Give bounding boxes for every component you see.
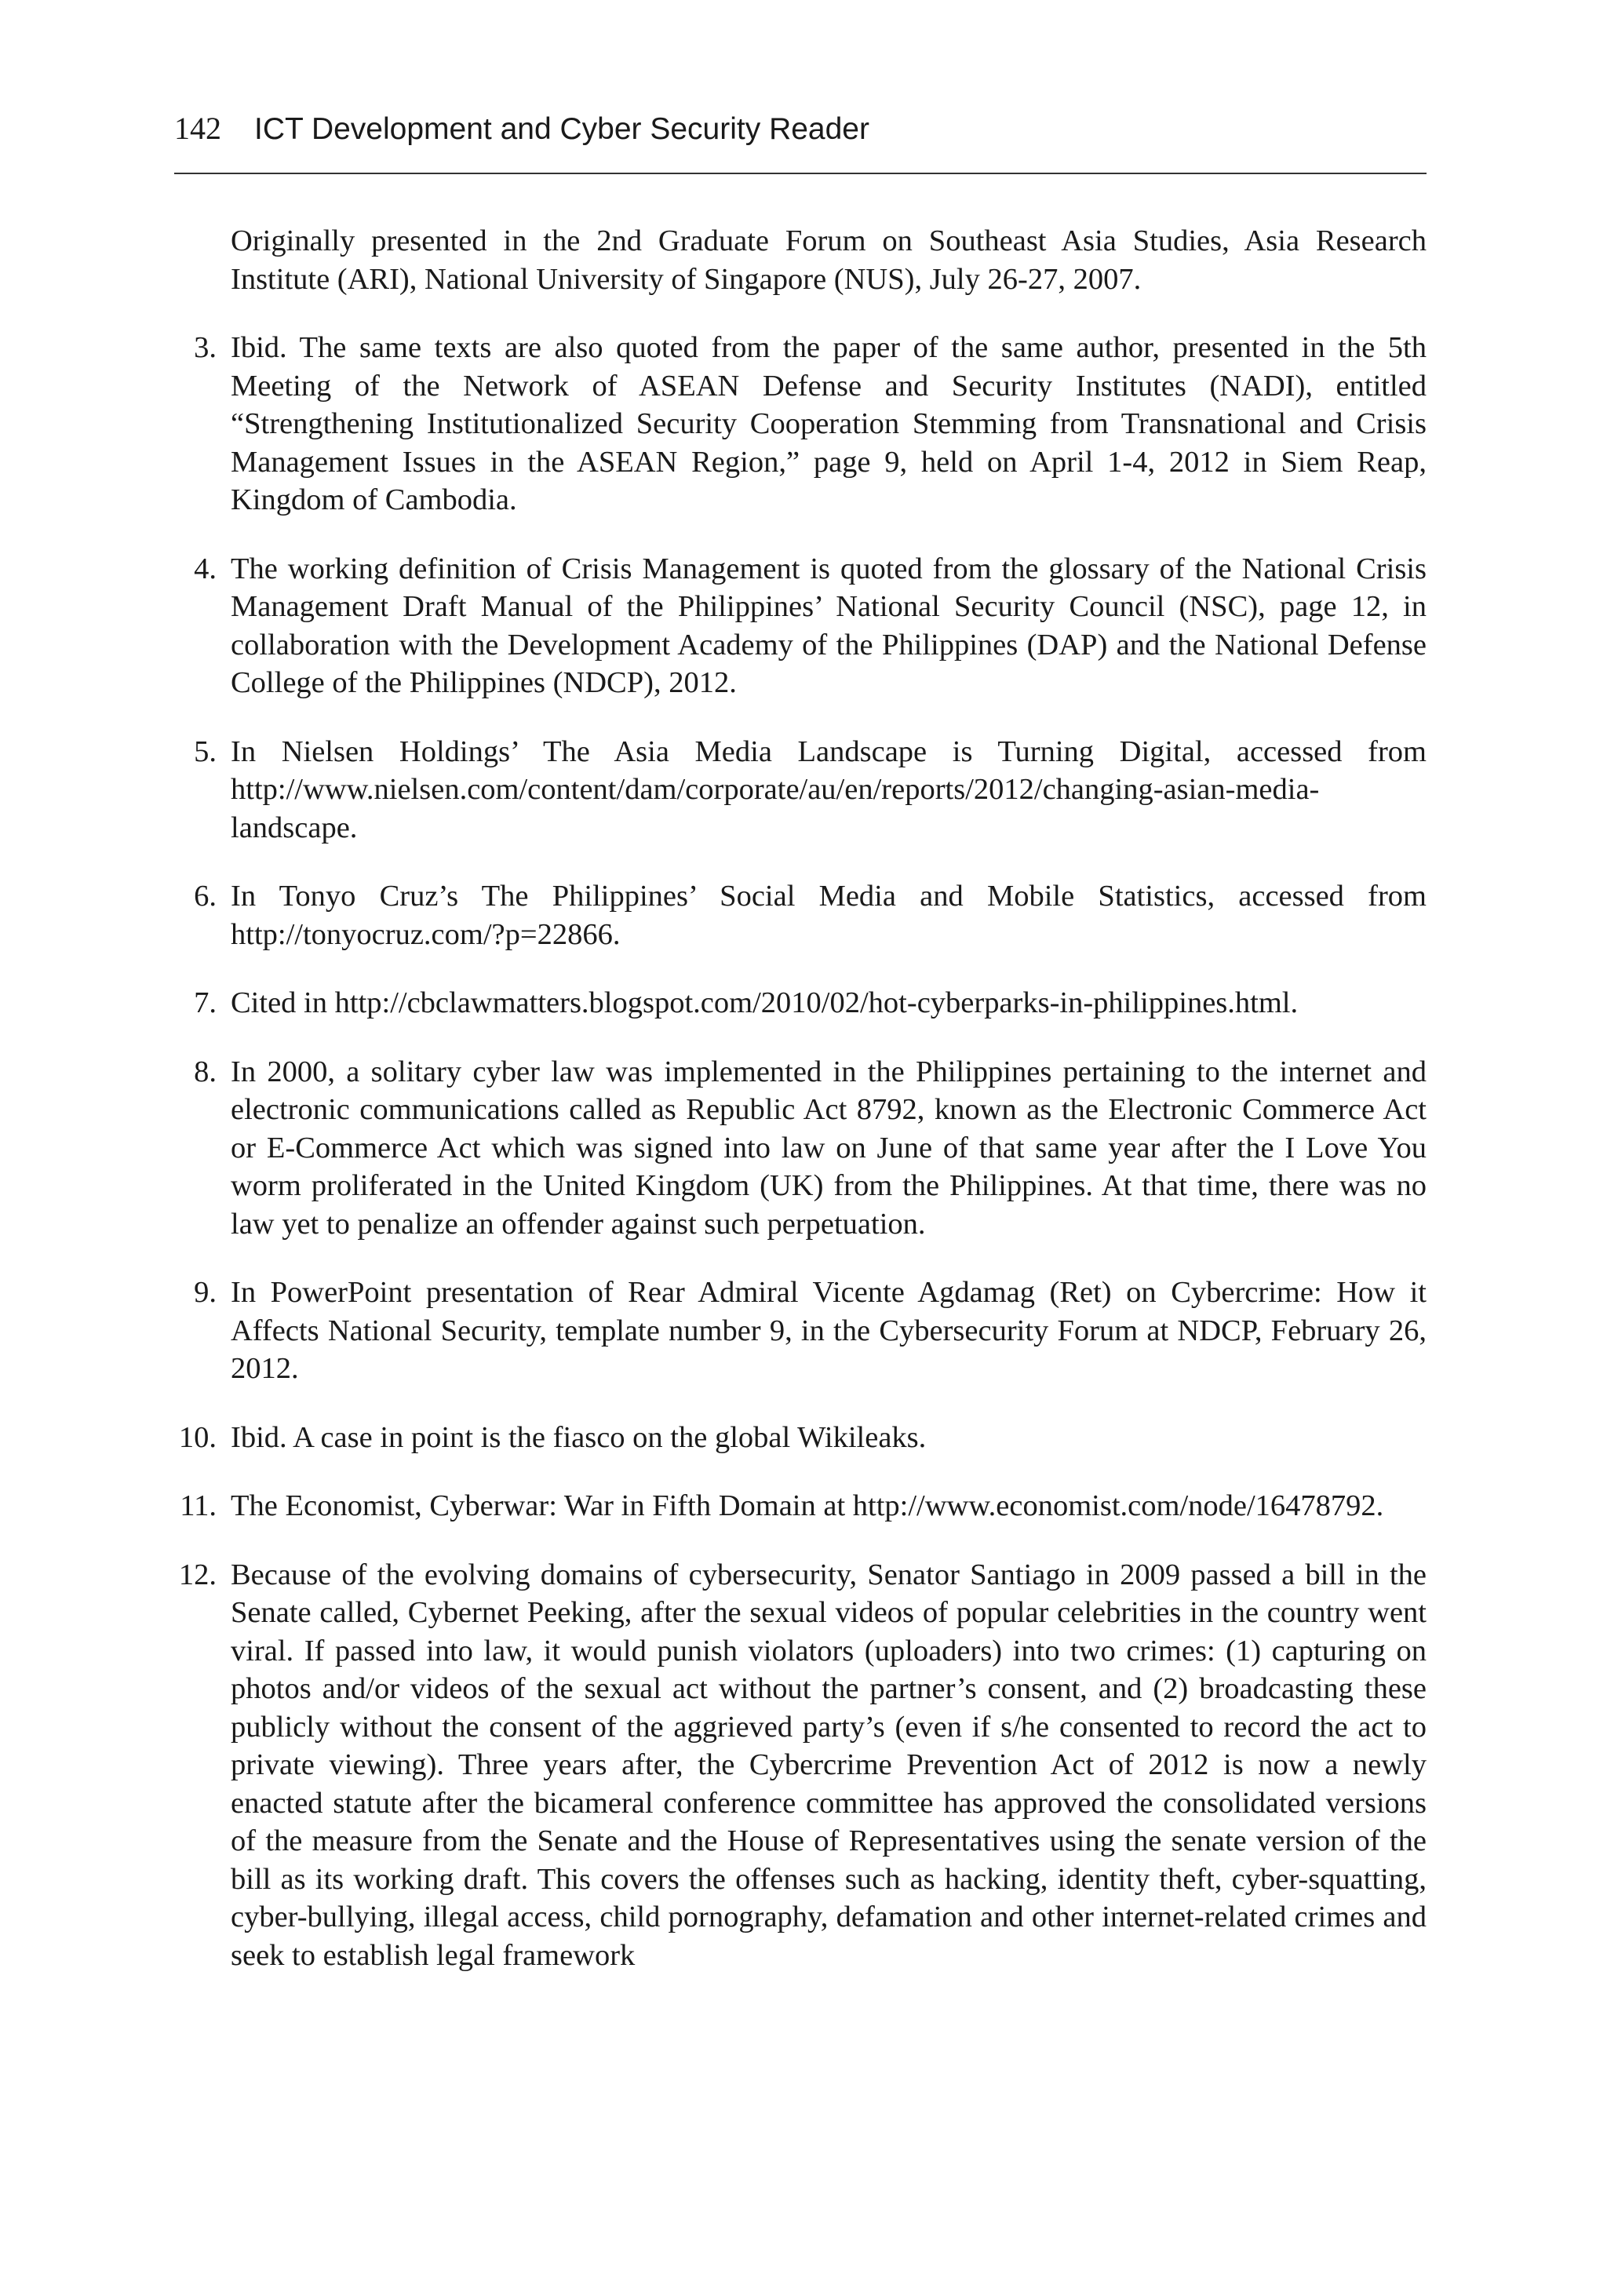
endnote-continuation bbox=[174, 222, 1427, 298]
endnote-number: 7. bbox=[194, 986, 217, 1019]
running-title: ICT Development and Cyber Security Reader bbox=[254, 112, 869, 146]
endnote-number: 12. bbox=[178, 1558, 217, 1591]
endnotes-list bbox=[174, 222, 1427, 2005]
endnote-text: Ibid. A case in point is the fiasco on the global Wikileaks. bbox=[231, 1420, 927, 1454]
endnote-text: The working definition of Crisis Management is quoted from the glossary of the National Crisis Management Draft Manual of the Philippines’ National Security Council (NSC), page 12, in collaboration with the Development Academy of the Philippines (DAP) and the National Defense College of the Philippines (NDCP), 2012. bbox=[231, 552, 1427, 699]
endnote-11 bbox=[174, 1487, 1427, 1525]
endnote-number: 8. bbox=[194, 1055, 217, 1088]
page-number: 142 bbox=[174, 111, 221, 146]
header-divider bbox=[174, 173, 1427, 174]
endnote-8 bbox=[174, 1053, 1427, 1244]
endnote-text: Originally presented in the 2nd Graduate Forum on Southeast Asia Studies, Asia Research Institute (ARI), National University of Singapore (NUS), July 26-27, 2007. bbox=[231, 224, 1427, 296]
endnote-6 bbox=[174, 877, 1427, 953]
endnote-5 bbox=[174, 733, 1427, 847]
endnote-text: In Nielsen Holdings’ The Asia Media Landscape is Turning Digital, accessed from http://www.nielsen.com/content/dam/corporate/au/en/reports/2012/changing-asian-media-landscape. bbox=[231, 734, 1427, 844]
endnote-text: Cited in http://cbclawmatters.blogspot.com/2010/02/hot-cyberparks-in-philippines.html. bbox=[231, 986, 1299, 1019]
endnote-10 bbox=[174, 1419, 1427, 1457]
endnote-number: 5. bbox=[194, 734, 217, 768]
endnote-text: Because of the evolving domains of cybersecurity, Senator Santiago in 2009 passed a bill in the Senate called, Cybernet Peeking, after the sexual videos of popular celebrities in the country went viral. If passed into law, it would punish violators (uploaders) into two crimes: (1) capturing on photos and/or videos of the sexual act without the partner’s consent, and (2) broadcasting these publicly without the consent of the aggrieved party’s (even if s/he consented to record the act to private viewing). Three years after, the Cybercrime Prevention Act of 2012 is now a newly enacted statute after the bicameral conference committee has approved the consolidated versions of the measure from the Senate and the House of Representatives using the senate version of the bill as its working draft. This covers the offenses such as hacking, identity theft, cyber-squatting, cyber-bullying, illegal access, child pornography, defamation and other internet-related crimes and seek to establish legal framework bbox=[231, 1558, 1427, 1972]
endnote-text: Ibid. The same texts are also quoted from the paper of the same author, presented in the 5th Meeting of the Network of ASEAN Defense and Security Institutes (NADI), entitled “Strengthening Institutionalized Security Cooperation Stemming from Transnational and Crisis Management Issues in the ASEAN Region,” page 9, held on April 1-4, 2012 in Siem Reap, Kingdom of Cambodia. bbox=[231, 331, 1427, 516]
running-header bbox=[174, 110, 1427, 157]
endnote-number: 9. bbox=[194, 1276, 217, 1309]
endnote-text: In PowerPoint presentation of Rear Admiral Vicente Agdamag (Ret) on Cybercrime: How it Affects National Security, template number 9, in the Cybersecurity Forum at NDCP, February 26, 2012. bbox=[231, 1276, 1427, 1385]
endnote-text: In Tonyo Cruz’s The Philippines’ Social Media and Mobile Statistics, accessed from http://tonyocruz.com/?p=22866. bbox=[231, 880, 1427, 951]
endnote-number: 10. bbox=[178, 1420, 217, 1454]
endnote-number: 3. bbox=[194, 331, 217, 364]
endnote-text: The Economist, Cyberwar: War in Fifth Domain at http://www.economist.com/node/16478792. bbox=[231, 1489, 1384, 1522]
endnote-4 bbox=[174, 550, 1427, 702]
endnote-text: In 2000, a solitary cyber law was implemented in the Philippines pertaining to the internet and electronic communications called as Republic Act 8792, known as the Electronic Commerce Act or E-Commerce Act which was signed into law on June of that same year after the I Love You worm proliferated in the United Kingdom (UK) from the Philippines. At that time, there was no law yet to penalize an offender against such perpetuation. bbox=[231, 1055, 1427, 1241]
endnote-number: 11. bbox=[180, 1489, 217, 1522]
endnote-7 bbox=[174, 984, 1427, 1022]
endnote-9 bbox=[174, 1274, 1427, 1388]
endnote-number: 4. bbox=[194, 552, 217, 585]
endnote-number: 6. bbox=[194, 880, 217, 913]
endnote-3 bbox=[174, 329, 1427, 519]
endnote-12 bbox=[174, 1556, 1427, 1975]
